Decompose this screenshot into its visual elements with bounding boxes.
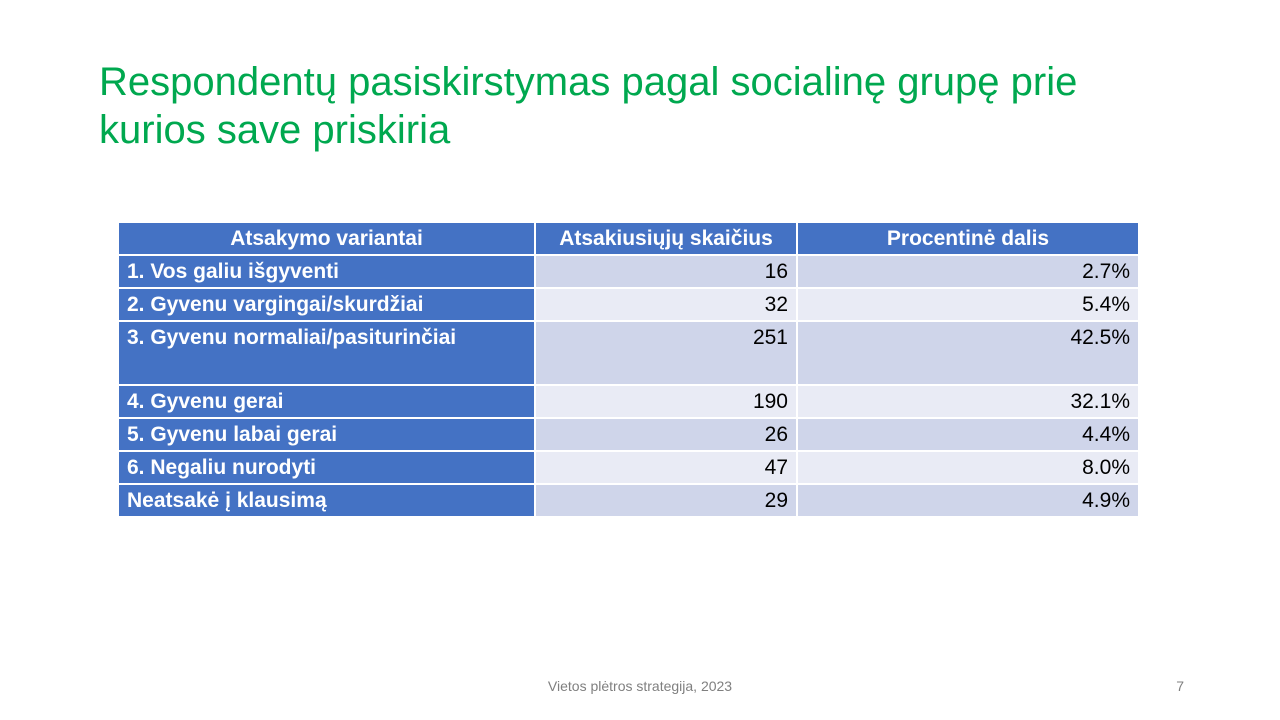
- header-percentage: Procentinė dalis: [798, 223, 1138, 256]
- row-percent: 5.4%: [798, 289, 1138, 322]
- row-label: 5. Gyvenu labai gerai: [119, 419, 536, 452]
- row-percent: 42.5%: [798, 322, 1138, 386]
- slide-title: Respondentų pasiskirstymas pagal socialinę grupę prie kurios save priskiria: [99, 60, 1078, 152]
- row-label: 6. Negaliu nurodyti: [119, 452, 536, 485]
- row-label: 3. Gyvenu normaliai/pasiturinčiai: [119, 322, 536, 386]
- data-table: [119, 223, 1138, 516]
- table-row: [119, 485, 1138, 516]
- row-count: 16: [536, 256, 798, 289]
- row-percent: 4.9%: [798, 485, 1138, 516]
- row-label: 4. Gyvenu gerai: [119, 386, 536, 419]
- table-row: [119, 256, 1138, 289]
- row-label: 2. Gyvenu vargingai/skurdžiai: [119, 289, 536, 322]
- row-count: 26: [536, 419, 798, 452]
- table-row: [119, 452, 1138, 485]
- row-count: 190: [536, 386, 798, 419]
- row-count: 29: [536, 485, 798, 516]
- row-count: 251: [536, 322, 798, 386]
- table-row: [119, 322, 1138, 386]
- slide-footer: Vietos plėtros strategija, 2023: [547, 678, 733, 694]
- row-percent: 8.0%: [798, 452, 1138, 485]
- row-label: Neatsakė į klausimą: [119, 485, 536, 516]
- header-respondent-count: Atsakiusiųjų skaičius: [536, 223, 798, 256]
- row-percent: 2.7%: [798, 256, 1138, 289]
- row-percent: 32.1%: [798, 386, 1138, 419]
- row-percent: 4.4%: [798, 419, 1138, 452]
- row-count: 32: [536, 289, 798, 322]
- page-number: 7: [1176, 678, 1184, 694]
- header-answer-options: Atsakymo variantai: [119, 223, 536, 256]
- table-row: [119, 419, 1138, 452]
- table-row: [119, 289, 1138, 322]
- table-header-row: [119, 223, 1138, 256]
- table-row: [119, 386, 1138, 419]
- row-label: 1. Vos galiu išgyventi: [119, 256, 536, 289]
- row-count: 47: [536, 452, 798, 485]
